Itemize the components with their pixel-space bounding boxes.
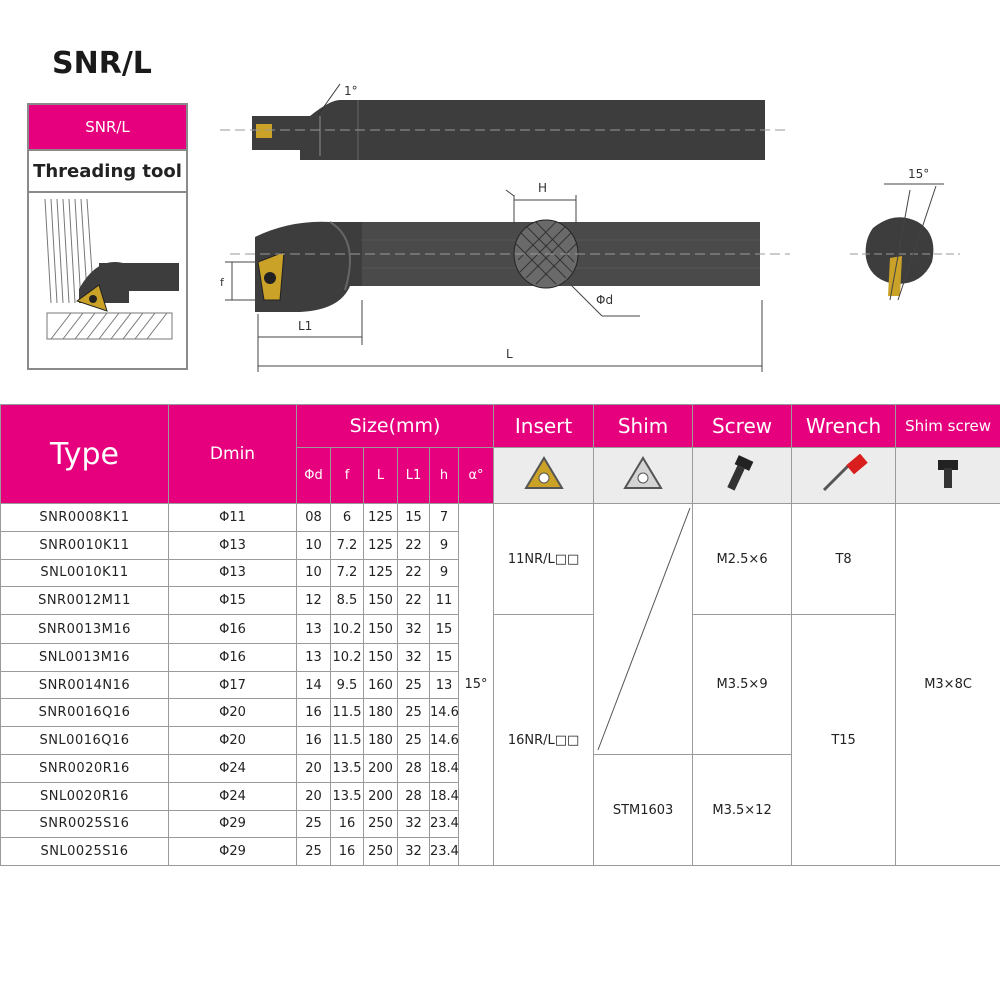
cell-phid: 20 bbox=[297, 782, 331, 810]
cell-phid: 13 bbox=[297, 643, 331, 671]
cell-phid: 12 bbox=[297, 587, 331, 615]
cell-type: SNR0012M11 bbox=[1, 587, 169, 615]
cell-l1: 28 bbox=[398, 755, 430, 783]
shim-not-applicable-slash bbox=[594, 504, 693, 754]
cell-l: 200 bbox=[364, 755, 398, 783]
cell-phid: 25 bbox=[297, 838, 331, 866]
cell-f: 16 bbox=[331, 810, 364, 838]
cell-l1: 32 bbox=[398, 810, 430, 838]
cell-l: 250 bbox=[364, 810, 398, 838]
screw-image bbox=[693, 448, 792, 504]
cell-shim-screw: M3×8C bbox=[896, 504, 1000, 866]
cell-dmin: Φ20 bbox=[169, 699, 297, 727]
header-shim: Shim bbox=[594, 405, 693, 448]
cell-insert-16: 16NR/L□□ bbox=[494, 615, 594, 866]
dim-l-label: L bbox=[506, 347, 513, 361]
cell-l: 150 bbox=[364, 615, 398, 644]
cell-dmin: Φ16 bbox=[169, 643, 297, 671]
screw-icon bbox=[727, 455, 753, 490]
cell-insert-11: 11NR/L□□ bbox=[494, 504, 594, 615]
cell-shim-16: STM1603 bbox=[594, 755, 693, 866]
cell-phid: 16 bbox=[297, 727, 331, 755]
cell-type: SNR0025S16 bbox=[1, 810, 169, 838]
cell-dmin: Φ17 bbox=[169, 671, 297, 699]
cell-l1: 22 bbox=[398, 587, 430, 615]
dim-l1-label: L1 bbox=[298, 319, 313, 333]
cell-f: 6 bbox=[331, 504, 364, 532]
cell-l: 150 bbox=[364, 587, 398, 615]
cell-type: SNR0014N16 bbox=[1, 671, 169, 699]
cell-dmin: Φ20 bbox=[169, 727, 297, 755]
cell-l1: 15 bbox=[398, 504, 430, 532]
cell-l1: 22 bbox=[398, 559, 430, 587]
cell-type: SNR0013M16 bbox=[1, 615, 169, 644]
header-phid: Φd bbox=[297, 448, 331, 504]
cell-dmin: Φ24 bbox=[169, 755, 297, 783]
header-insert: Insert bbox=[494, 405, 594, 448]
cell-dmin: Φ29 bbox=[169, 810, 297, 838]
cell-screw-b: M3.5×9 bbox=[693, 615, 792, 755]
cell-shim-none bbox=[594, 504, 693, 755]
cell-phid: 10 bbox=[297, 559, 331, 587]
angle-side-label: 15° bbox=[908, 167, 930, 181]
cell-l: 125 bbox=[364, 559, 398, 587]
insert-image bbox=[494, 448, 594, 504]
header-screw: Screw bbox=[693, 405, 792, 448]
cell-dmin: Φ29 bbox=[169, 838, 297, 866]
cell-phid: 16 bbox=[297, 699, 331, 727]
cell-l1: 22 bbox=[398, 531, 430, 559]
cell-phid: 13 bbox=[297, 615, 331, 644]
cell-f: 11.5 bbox=[331, 699, 364, 727]
wrench-image bbox=[792, 448, 896, 504]
cell-type: SNL0025S16 bbox=[1, 838, 169, 866]
cell-f: 9.5 bbox=[331, 671, 364, 699]
cell-type: SNR0008K11 bbox=[1, 504, 169, 532]
cell-l1: 25 bbox=[398, 727, 430, 755]
cell-screw-c: M3.5×12 bbox=[693, 755, 792, 866]
cell-wrench-b: T15 bbox=[792, 615, 896, 866]
cell-l: 180 bbox=[364, 727, 398, 755]
page-title: SNR/L bbox=[52, 46, 152, 81]
cell-dmin: Φ13 bbox=[169, 531, 297, 559]
cell-phid: 25 bbox=[297, 810, 331, 838]
header-dmin: Dmin bbox=[169, 405, 297, 504]
cell-dmin: Φ16 bbox=[169, 615, 297, 644]
cell-dmin: Φ13 bbox=[169, 559, 297, 587]
wrench-icon bbox=[824, 454, 868, 490]
cell-phid: 10 bbox=[297, 531, 331, 559]
cell-h: 14.6 bbox=[430, 727, 459, 755]
header-l1: L1 bbox=[398, 448, 430, 504]
cell-l1: 32 bbox=[398, 643, 430, 671]
cell-type: SNL0010K11 bbox=[1, 559, 169, 587]
header-shim-screw: Shim screw bbox=[896, 405, 1000, 448]
cell-l: 180 bbox=[364, 699, 398, 727]
cell-h: 13 bbox=[430, 671, 459, 699]
header-f: f bbox=[331, 448, 364, 504]
cell-phid: 20 bbox=[297, 755, 331, 783]
cell-alpha: 15° bbox=[459, 504, 494, 866]
cell-wrench-a: T8 bbox=[792, 504, 896, 615]
header-alpha: α° bbox=[459, 448, 494, 504]
cell-f: 10.2 bbox=[331, 615, 364, 644]
label-card-header: SNR/L bbox=[29, 105, 186, 149]
cell-h: 11 bbox=[430, 587, 459, 615]
cell-l1: 32 bbox=[398, 838, 430, 866]
cell-h: 14.6 bbox=[430, 699, 459, 727]
tool-top-view bbox=[220, 100, 790, 160]
header-size: Size(mm) bbox=[297, 405, 494, 448]
shim-screw-icon bbox=[938, 460, 958, 488]
table-row bbox=[1, 615, 1000, 644]
cell-dmin: Φ24 bbox=[169, 782, 297, 810]
cell-h: 9 bbox=[430, 531, 459, 559]
header-h: h bbox=[430, 448, 459, 504]
shim-image bbox=[594, 448, 693, 504]
label-card-subtitle: Threading tool bbox=[29, 149, 186, 193]
cell-h: 9 bbox=[430, 559, 459, 587]
dim-f-label: f bbox=[220, 276, 224, 289]
header-wrench: Wrench bbox=[792, 405, 896, 448]
cell-l: 250 bbox=[364, 838, 398, 866]
cell-l1: 25 bbox=[398, 671, 430, 699]
cell-type: SNL0020R16 bbox=[1, 782, 169, 810]
cell-f: 8.5 bbox=[331, 587, 364, 615]
header-l: L bbox=[364, 448, 398, 504]
tool-side-view bbox=[230, 220, 790, 312]
cell-h: 7 bbox=[430, 504, 459, 532]
cell-h: 23.4 bbox=[430, 838, 459, 866]
angle-top-label: 1° bbox=[344, 84, 358, 98]
cell-h: 18.4 bbox=[430, 755, 459, 783]
cell-screw-a: M2.5×6 bbox=[693, 504, 792, 615]
cell-h: 18.4 bbox=[430, 782, 459, 810]
cell-f: 16 bbox=[331, 838, 364, 866]
spec-table bbox=[0, 404, 1000, 866]
cell-f: 7.2 bbox=[331, 559, 364, 587]
cell-dmin: Φ11 bbox=[169, 504, 297, 532]
cell-h: 15 bbox=[430, 643, 459, 671]
cell-type: SNR0020R16 bbox=[1, 755, 169, 783]
cell-type: SNL0013M16 bbox=[1, 643, 169, 671]
technical-drawing bbox=[0, 0, 1000, 400]
cell-phid: 14 bbox=[297, 671, 331, 699]
cell-l: 150 bbox=[364, 643, 398, 671]
cell-l: 125 bbox=[364, 531, 398, 559]
cell-dmin: Φ15 bbox=[169, 587, 297, 615]
table-row bbox=[1, 504, 1000, 532]
cell-f: 10.2 bbox=[331, 643, 364, 671]
cell-type: SNR0016Q16 bbox=[1, 699, 169, 727]
cell-phid: 08 bbox=[297, 504, 331, 532]
cell-f: 11.5 bbox=[331, 727, 364, 755]
cell-l: 160 bbox=[364, 671, 398, 699]
cell-f: 13.5 bbox=[331, 782, 364, 810]
cell-type: SNR0010K11 bbox=[1, 531, 169, 559]
cell-h: 23.4 bbox=[430, 810, 459, 838]
cell-l1: 32 bbox=[398, 615, 430, 644]
shim-screw-image bbox=[896, 448, 1000, 504]
cell-f: 7.2 bbox=[331, 531, 364, 559]
header-type: Type bbox=[1, 405, 169, 504]
cell-l1: 25 bbox=[398, 699, 430, 727]
cell-l: 200 bbox=[364, 782, 398, 810]
cell-h: 15 bbox=[430, 615, 459, 644]
cell-f: 13.5 bbox=[331, 755, 364, 783]
cell-l: 125 bbox=[364, 504, 398, 532]
dim-phid-label: Φd bbox=[596, 293, 614, 307]
tool-end-view bbox=[850, 184, 960, 300]
cell-type: SNL0016Q16 bbox=[1, 727, 169, 755]
cell-l1: 28 bbox=[398, 782, 430, 810]
dim-h-label: H bbox=[538, 181, 548, 195]
